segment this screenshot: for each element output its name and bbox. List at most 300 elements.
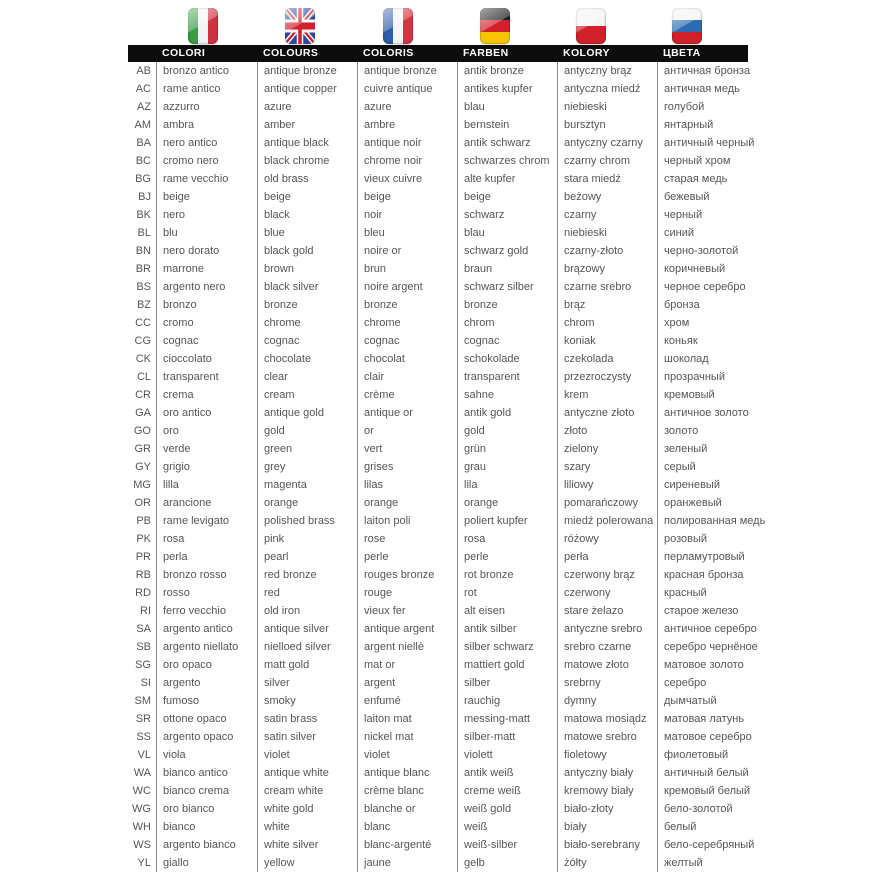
germany-flag-icon [480, 8, 510, 44]
table-cell: cognac [457, 332, 557, 350]
table-cell: cuivre antique [357, 80, 457, 98]
table-cell: оранжевый [657, 494, 748, 512]
table-cell: perla [156, 548, 257, 566]
table-cell: nielloed silver [257, 638, 357, 656]
row-code: SB [136, 641, 151, 653]
table-cell: blanc [357, 818, 457, 836]
table-cell: perle [457, 548, 557, 566]
table-cell: argento [156, 674, 257, 692]
table-cell: violett [457, 746, 557, 764]
table-cell: grün [457, 440, 557, 458]
table-cell: перламутровый [657, 548, 748, 566]
table-cell: weiß [457, 818, 557, 836]
table-cell: argento bianco [156, 836, 257, 854]
table-cell: antique copper [257, 80, 357, 98]
table-cell: oro bianco [156, 800, 257, 818]
table-cell: violet [257, 746, 357, 764]
table-row [128, 188, 748, 206]
table-cell: argento opaco [156, 728, 257, 746]
table-cell: schwarz [457, 206, 557, 224]
table-cell: yellow [257, 854, 357, 872]
table-cell: black [257, 206, 357, 224]
table-cell: czekolada [557, 350, 657, 368]
table-cell: brown [257, 260, 357, 278]
table-cell: черный хром [657, 152, 748, 170]
header-code-cell [128, 45, 156, 62]
table-cell: ambre [357, 116, 457, 134]
row-code: PK [136, 533, 151, 545]
table-cell: ottone opaco [156, 710, 257, 728]
table-cell: orange [357, 494, 457, 512]
table-cell: perle [357, 548, 457, 566]
table-cell: rauchig [457, 692, 557, 710]
table-cell: blau [457, 224, 557, 242]
table-row [128, 476, 748, 494]
row-code: GA [135, 407, 151, 419]
table-cell: grey [257, 458, 357, 476]
table-cell: bronze [457, 296, 557, 314]
table-cell: czarny [557, 206, 657, 224]
table-cell: red bronze [257, 566, 357, 584]
table-cell: koniak [557, 332, 657, 350]
table-row [128, 278, 748, 296]
table-row [128, 314, 748, 332]
table-cell: beige [357, 188, 457, 206]
column-header-russian: ЦВЕТА [663, 47, 701, 59]
row-code: GR [134, 443, 151, 455]
table-cell: bianco antico [156, 764, 257, 782]
table-cell: nero [156, 206, 257, 224]
table-cell: polished brass [257, 512, 357, 530]
table-cell: античное серебро [657, 620, 748, 638]
table-cell: старое железо [657, 602, 748, 620]
column-header-polish: KOLORY [563, 47, 610, 59]
table-cell: antique gold [257, 404, 357, 422]
table-row [128, 386, 748, 404]
table-cell: черное серебро [657, 278, 748, 296]
table-cell: fumoso [156, 692, 257, 710]
table-cell: perła [557, 548, 657, 566]
table-cell: bronze [357, 296, 457, 314]
table-cell: szary [557, 458, 657, 476]
table-cell: liliowy [557, 476, 657, 494]
table-cell: srebro czarne [557, 638, 657, 656]
table-cell: chrom [557, 314, 657, 332]
table-cell: chocolat [357, 350, 457, 368]
table-cell: antique black [257, 134, 357, 152]
table-row [128, 602, 748, 620]
table-cell: schokolade [457, 350, 557, 368]
table-cell: azzurro [156, 98, 257, 116]
table-cell: cognac [156, 332, 257, 350]
table-cell: stare żelazo [557, 602, 657, 620]
row-code: BL [137, 227, 151, 239]
row-code: YL [137, 857, 151, 869]
table-cell: crème blanc [357, 782, 457, 800]
table-cell: or [357, 422, 457, 440]
table-cell: laiton poli [357, 512, 457, 530]
table-cell: rot [457, 584, 557, 602]
row-code: SM [134, 695, 151, 707]
table-cell: czerwony brąz [557, 566, 657, 584]
table-body [128, 62, 766, 872]
table-cell: alt eisen [457, 602, 557, 620]
table-cell: amber [257, 116, 357, 134]
table-cell: bleu [357, 224, 457, 242]
table-cell: white gold [257, 800, 357, 818]
table-cell: beige [457, 188, 557, 206]
table-row [128, 566, 748, 584]
table-cell: gold [457, 422, 557, 440]
table-cell: rose [357, 530, 457, 548]
table-cell: cromo [156, 314, 257, 332]
table-cell: ambra [156, 116, 257, 134]
table-cell: pearl [257, 548, 357, 566]
row-code: OR [134, 497, 151, 509]
table-cell: chrome [257, 314, 357, 332]
table-cell: antique noir [357, 134, 457, 152]
color-translation-table [128, 45, 766, 872]
table-row [128, 782, 751, 800]
table-cell: chocolate [257, 350, 357, 368]
row-code: AB [136, 65, 151, 77]
table-row [128, 350, 748, 368]
table-cell: antik gold [457, 404, 557, 422]
table-row [128, 674, 748, 692]
table-row [128, 710, 748, 728]
row-code: BJ [138, 191, 151, 203]
table-row [128, 656, 748, 674]
table-cell: cognac [357, 332, 457, 350]
table-cell: black chrome [257, 152, 357, 170]
table-row [128, 242, 748, 260]
row-code: WA [133, 767, 151, 779]
table-cell: biało-złoty [557, 800, 657, 818]
table-cell: white [257, 818, 357, 836]
flags-row [0, 8, 875, 44]
table-cell: античная бронза [657, 62, 748, 80]
table-cell: mat or [357, 656, 457, 674]
column-header-french: COLORIS [363, 47, 414, 59]
table-cell: beżowy [557, 188, 657, 206]
column-header-english: COLOURS [263, 47, 319, 59]
table-cell: lilla [156, 476, 257, 494]
table-cell: srebrny [557, 674, 657, 692]
table-cell: transparent [457, 368, 557, 386]
row-code: CR [135, 389, 151, 401]
table-cell: gelb [457, 854, 557, 872]
table-cell: rosso [156, 584, 257, 602]
table-cell: argento nero [156, 278, 257, 296]
table-cell: enfumé [357, 692, 457, 710]
table-row [128, 422, 748, 440]
table-cell: сиреневый [657, 476, 748, 494]
table-row [128, 746, 748, 764]
table-cell: czerwony [557, 584, 657, 602]
table-cell: argento antico [156, 620, 257, 638]
row-code: WC [132, 785, 151, 797]
table-cell: argent niellè [357, 638, 457, 656]
table-cell: кремовый белый [657, 782, 748, 800]
table-cell: матовая латунь [657, 710, 748, 728]
table-cell: полированная медь [657, 512, 748, 530]
table-cell: złoto [557, 422, 657, 440]
table-cell: голубой [657, 98, 748, 116]
table-cell: cioccolato [156, 350, 257, 368]
row-code: MG [133, 479, 151, 491]
table-row [128, 206, 748, 224]
row-code: PR [135, 551, 151, 563]
table-cell: satin brass [257, 710, 357, 728]
table-cell: red [257, 584, 357, 602]
table-cell: niebieski [557, 98, 657, 116]
table-row [128, 512, 766, 530]
table-cell: blu [156, 224, 257, 242]
table-cell: rot bronze [457, 566, 557, 584]
table-cell: rouge [357, 584, 457, 602]
table-cell: różowy [557, 530, 657, 548]
table-cell: antyczny brąz [557, 62, 657, 80]
table-cell: черный [657, 206, 748, 224]
table-row [128, 134, 755, 152]
table-cell: noire argent [357, 278, 457, 296]
table-cell: antyczna miedź [557, 80, 657, 98]
table-cell: зеленый [657, 440, 748, 458]
table-row [128, 98, 748, 116]
table-cell: messing-matt [457, 710, 557, 728]
row-code: SS [136, 731, 151, 743]
table-cell: bernstein [457, 116, 557, 134]
table-cell: silber schwarz [457, 638, 557, 656]
table-cell: матовое серебро [657, 728, 748, 746]
table-cell: brązowy [557, 260, 657, 278]
table-cell: кремовый [657, 386, 748, 404]
russia-flag-icon [672, 8, 702, 44]
column-header-italian: COLORI [162, 47, 206, 59]
table-cell: синий [657, 224, 748, 242]
table-cell: azure [357, 98, 457, 116]
table-cell: beige [257, 188, 357, 206]
row-code: SG [135, 659, 151, 671]
row-code: CC [135, 317, 151, 329]
table-cell: black gold [257, 242, 357, 260]
table-cell: antique argent [357, 620, 457, 638]
row-code: BG [135, 173, 151, 185]
table-cell: orange [457, 494, 557, 512]
table-cell: biały [557, 818, 657, 836]
table-cell: schwarz gold [457, 242, 557, 260]
row-code: BN [135, 245, 151, 257]
table-cell: rame levigato [156, 512, 257, 530]
row-code: RD [135, 587, 151, 599]
table-cell: creme weiß [457, 782, 557, 800]
table-cell: sahne [457, 386, 557, 404]
table-row [128, 854, 748, 872]
table-cell: satin silver [257, 728, 357, 746]
row-code: CL [136, 371, 151, 383]
table-cell: verde [156, 440, 257, 458]
table-row [128, 620, 757, 638]
table-cell: янтарный [657, 116, 748, 134]
table-cell: laiton mat [357, 710, 457, 728]
table-cell: old iron [257, 602, 357, 620]
table-cell: oro antico [156, 404, 257, 422]
table-row [128, 224, 748, 242]
table-cell: alte kupfer [457, 170, 557, 188]
table-cell: antik silber [457, 620, 557, 638]
table-cell: cream white [257, 782, 357, 800]
table-row [128, 728, 752, 746]
table-row [128, 404, 748, 422]
table-cell: transparent [156, 368, 257, 386]
table-cell: matt gold [257, 656, 357, 674]
table-cell: noire or [357, 242, 457, 260]
table-cell: cream [257, 386, 357, 404]
table-cell: biało-serebrany [557, 836, 657, 854]
table-cell: czarny chrom [557, 152, 657, 170]
table-cell: noir [357, 206, 457, 224]
table-cell: blanc-argenté [357, 836, 457, 854]
table-cell: antique bronze [257, 62, 357, 80]
table-cell: antik weiß [457, 764, 557, 782]
table-cell: grau [457, 458, 557, 476]
table-cell: chrome [357, 314, 457, 332]
table-cell: pink [257, 530, 357, 548]
table-cell: weiß-silber [457, 836, 557, 854]
table-cell: matowe srebro [557, 728, 657, 746]
table-row [128, 368, 748, 386]
table-cell: blue [257, 224, 357, 242]
table-row [128, 638, 758, 656]
table-row [128, 692, 748, 710]
row-code: CK [135, 353, 151, 365]
row-code: WH [132, 821, 151, 833]
table-row [128, 548, 748, 566]
table-cell: bronzo [156, 296, 257, 314]
row-code: RI [140, 605, 151, 617]
table-cell: poliert kupfer [457, 512, 557, 530]
table-cell: bursztyn [557, 116, 657, 134]
table-cell: bronzo antico [156, 62, 257, 80]
table-row [128, 80, 748, 98]
table-cell: rouges bronze [357, 566, 457, 584]
table-cell: kremowy biały [557, 782, 657, 800]
table-cell: золото [657, 422, 748, 440]
table-row [128, 494, 748, 512]
table-cell: stara miedź [557, 170, 657, 188]
table-cell: rame antico [156, 80, 257, 98]
row-code: BZ [136, 299, 151, 311]
table-row [128, 584, 748, 602]
table-cell: antique blanc [357, 764, 457, 782]
row-code: SA [136, 623, 151, 635]
table-row [128, 440, 748, 458]
table-row [128, 170, 748, 188]
table-cell: silber [457, 674, 557, 692]
table-cell: бронза [657, 296, 748, 314]
table-cell: weiß gold [457, 800, 557, 818]
row-code: AZ [136, 101, 151, 113]
table-cell: green [257, 440, 357, 458]
row-code: RB [135, 569, 151, 581]
table-cell: black silver [257, 278, 357, 296]
table-cell: белый [657, 818, 748, 836]
table-cell: pomarańczowy [557, 494, 657, 512]
row-code: BR [135, 263, 151, 275]
table-cell: przezroczysty [557, 368, 657, 386]
table-cell: хром [657, 314, 748, 332]
table-cell: красная бронза [657, 566, 748, 584]
uk-flag-icon [285, 8, 315, 44]
table-cell: argent [357, 674, 457, 692]
table-cell: античный белый [657, 764, 748, 782]
table-cell: nero antico [156, 134, 257, 152]
table-cell: crema [156, 386, 257, 404]
poland-flag-icon [576, 8, 606, 44]
table-row [128, 116, 748, 134]
table-cell: blau [457, 98, 557, 116]
table-cell: antyczny biały [557, 764, 657, 782]
table-row [128, 818, 748, 836]
table-cell: lilas [357, 476, 457, 494]
table-cell: бело-золотой [657, 800, 748, 818]
table-cell: dymny [557, 692, 657, 710]
row-code: GY [135, 461, 151, 473]
row-code: WG [132, 803, 151, 815]
table-cell: antyczne złoto [557, 404, 657, 422]
table-cell: brąz [557, 296, 657, 314]
table-cell: silver [257, 674, 357, 692]
table-cell: white silver [257, 836, 357, 854]
row-code: AC [135, 83, 151, 95]
table-cell: коричневый [657, 260, 748, 278]
table-cell: розовый [657, 530, 748, 548]
table-cell: vieux cuivre [357, 170, 457, 188]
row-code: VL [137, 749, 151, 761]
table-cell: bianco [156, 818, 257, 836]
table-row [128, 458, 748, 476]
table-cell: rosa [156, 530, 257, 548]
table-cell: antyczne srebro [557, 620, 657, 638]
table-cell: rame vecchio [156, 170, 257, 188]
table-cell: прозрачный [657, 368, 748, 386]
table-cell: cognac [257, 332, 357, 350]
table-cell: серебро [657, 674, 748, 692]
column-header-german: FARBEN [463, 47, 509, 59]
table-row [128, 836, 755, 854]
table-cell: żółty [557, 854, 657, 872]
table-cell: antique silver [257, 620, 357, 638]
row-code: AM [134, 119, 151, 131]
table-cell: brun [357, 260, 457, 278]
table-cell: ferro vecchio [156, 602, 257, 620]
table-cell: violet [357, 746, 457, 764]
table-cell: nero dorato [156, 242, 257, 260]
table-header-row [128, 45, 748, 62]
table-cell: blanche or [357, 800, 457, 818]
table-cell: bianco crema [156, 782, 257, 800]
table-cell: mattiert gold [457, 656, 557, 674]
table-cell: antique white [257, 764, 357, 782]
table-cell: antik bronze [457, 62, 557, 80]
table-cell: chrome noir [357, 152, 457, 170]
row-code: BS [136, 281, 151, 293]
table-cell: antik schwarz [457, 134, 557, 152]
row-code: SI [140, 677, 151, 689]
row-code: CG [134, 335, 151, 347]
row-code: BK [136, 209, 151, 221]
table-cell: античное золото [657, 404, 748, 422]
